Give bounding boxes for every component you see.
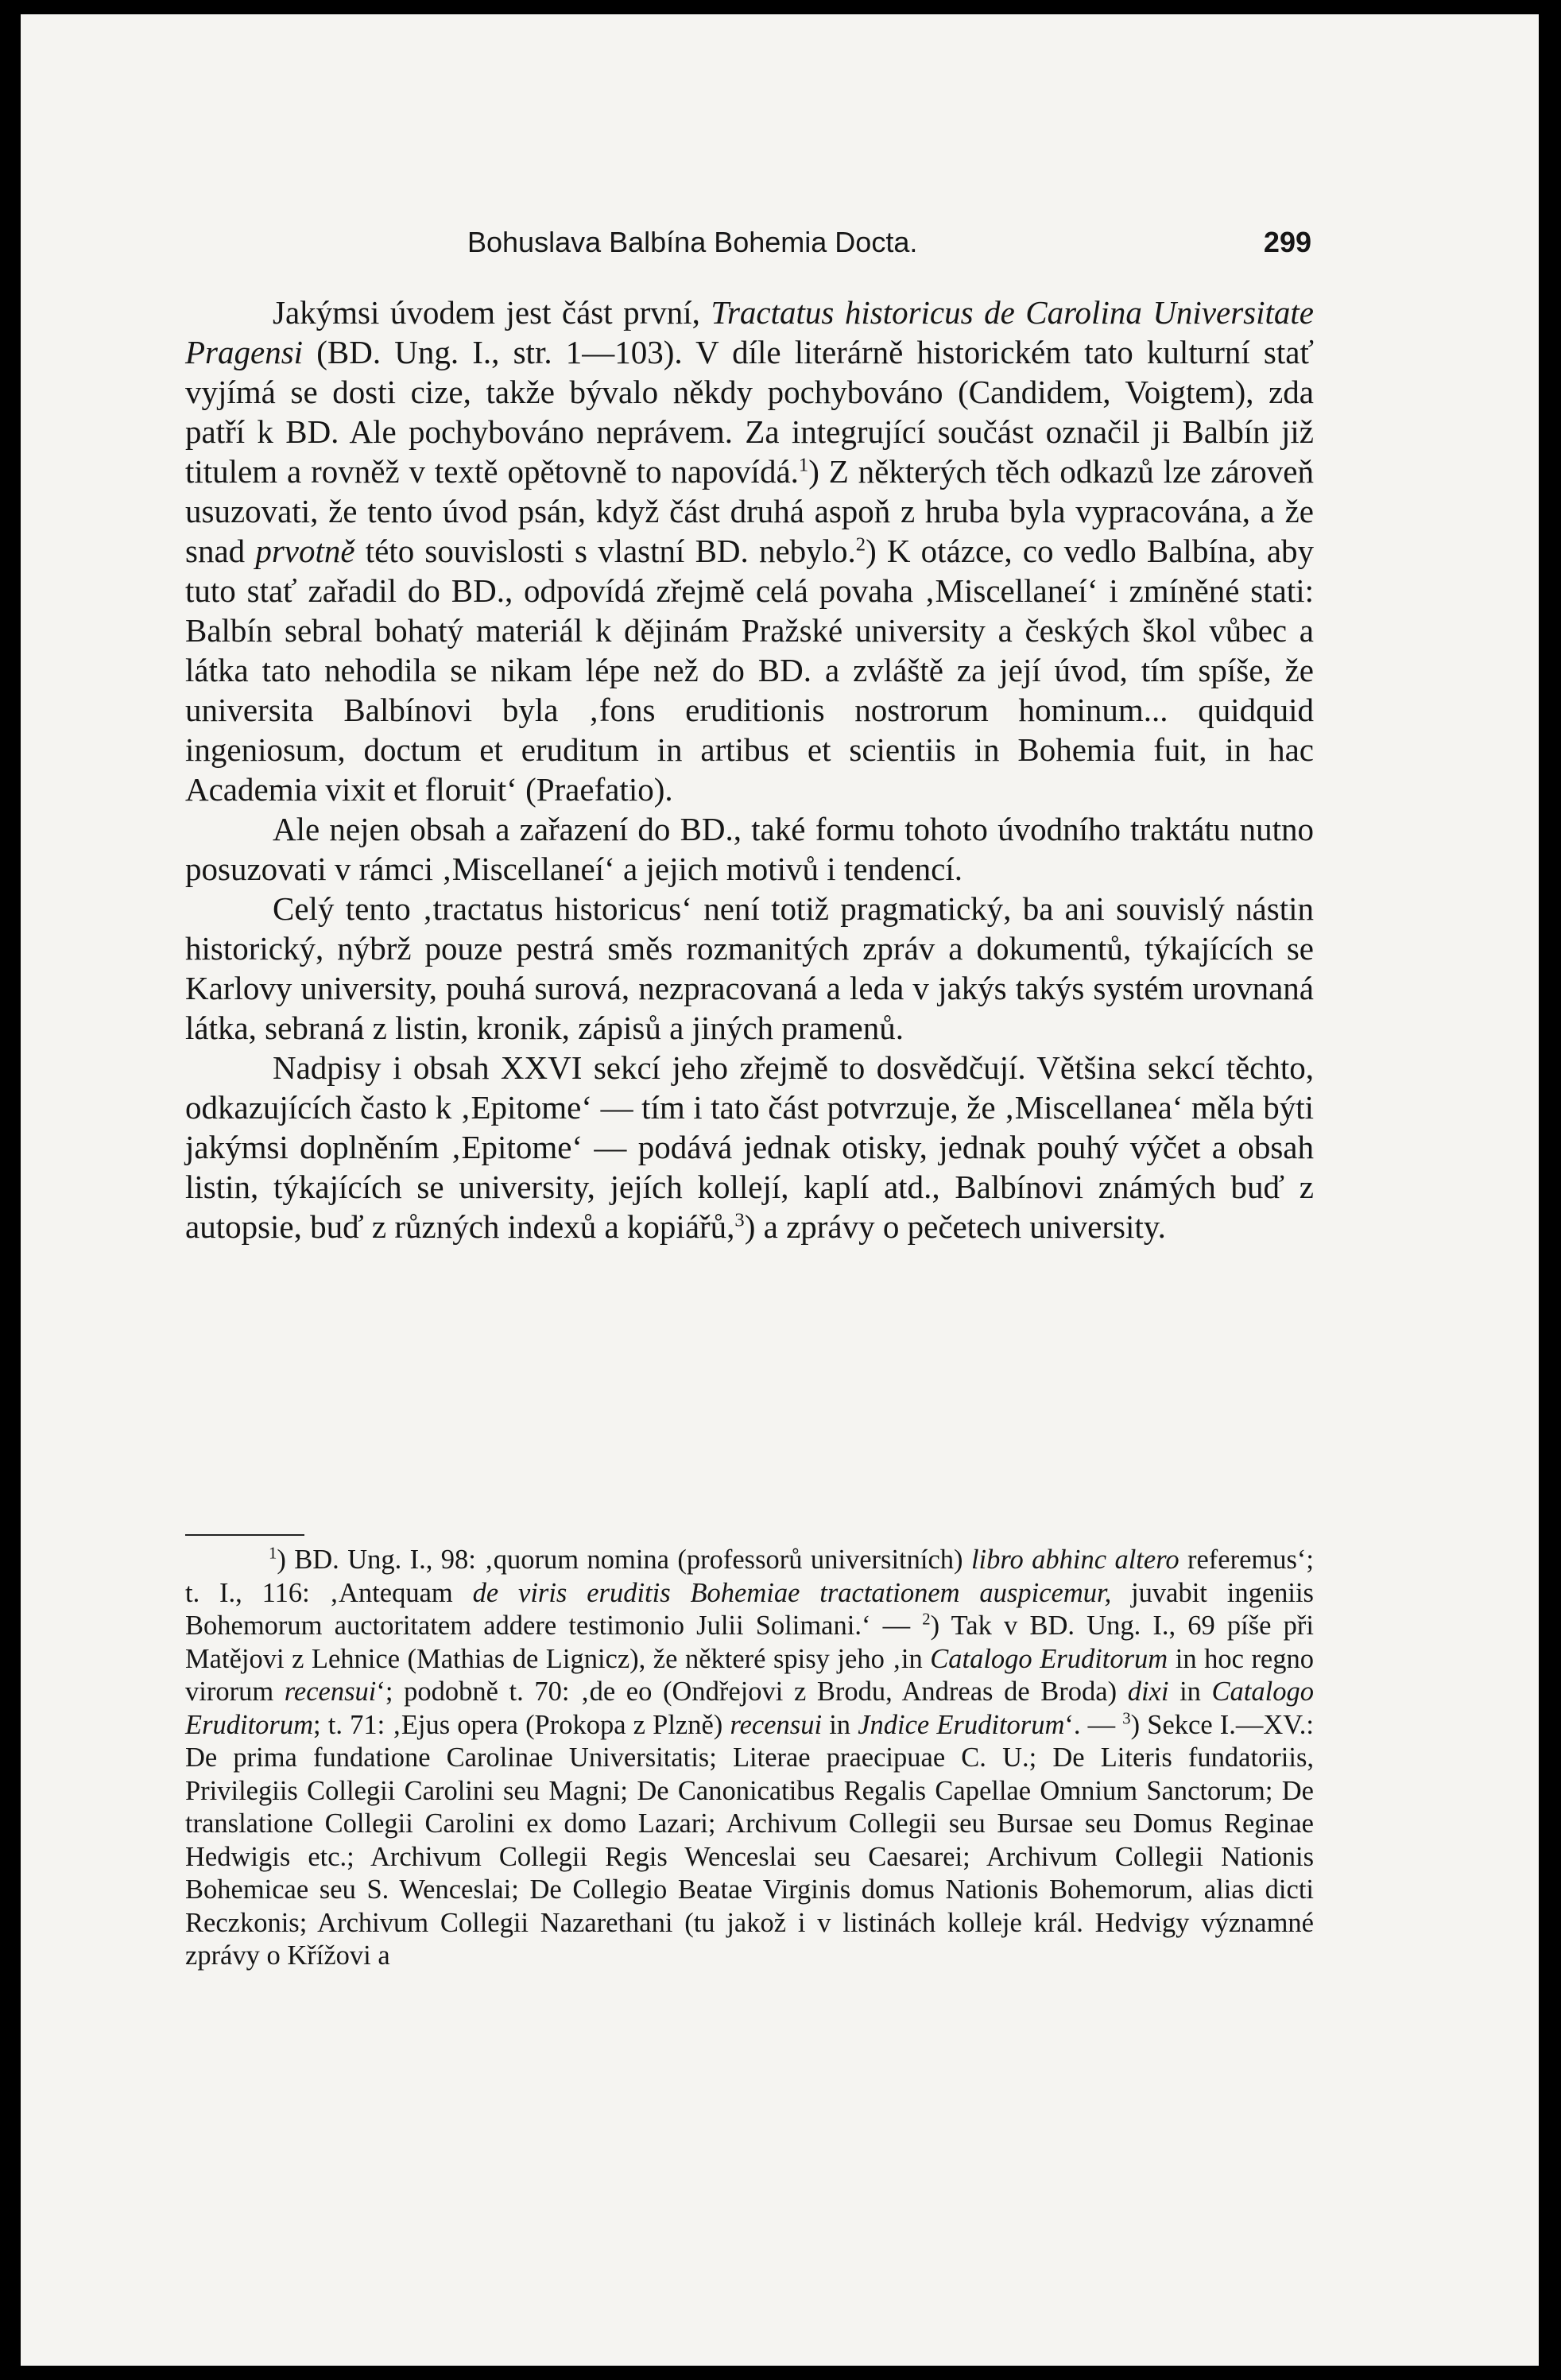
footnote-mark-3: 3 bbox=[1122, 1710, 1131, 1728]
footnote-italic: Catalogo Eruditorum bbox=[930, 1643, 1168, 1674]
paragraph-1-text-d: ) Z některých těch odkazů lze zároveň usuzovati, že tento úvod psán, když část druhá aspoň z hruba byla vypracována, a že snad bbox=[185, 453, 1314, 569]
italic-prvotne: prvotně bbox=[255, 533, 355, 569]
footnote-text: juvabit ingeniis Bohemorum auctoritatem addere testimonio Julii Solimani.‘ — bbox=[185, 1577, 1314, 1641]
footnote-italic: libro abhinc altero bbox=[970, 1545, 1179, 1575]
footnote-italic: Catalogo Eruditorum bbox=[185, 1676, 1314, 1740]
footnote-text: in hoc regno virorum bbox=[185, 1643, 1314, 1707]
footnote-ref-3: 3 bbox=[734, 1209, 745, 1231]
paragraph-4-text-b: ) a zprávy o pečetech university. bbox=[744, 1208, 1166, 1245]
paragraph-4 bbox=[185, 1048, 1314, 1246]
paragraph-3: Celý tento ‚tractatus historicus‘ není totiž pragmatický, ba ani souvislý nástin historický, nýbrž pouze pestrá směs rozmanitých zpráv a dokumentů, týkajících se Karlovy university, pouhá surová, nezpracovaná a leda v jakýs takýs systém urovnaná látka, sebraná z listin, kronik, zápisů a jiných pramenů. bbox=[185, 890, 1314, 1046]
footnote-text: in bbox=[1168, 1676, 1212, 1707]
footnote-italic: Jndice Eruditorum bbox=[858, 1709, 1065, 1740]
footnote-mark-2: 2 bbox=[922, 1611, 931, 1629]
footnote-italic: dixi bbox=[1127, 1676, 1169, 1707]
footnote-text: ‘; podobně t. 70: ‚de eo (Ondřejovi z Brodu, Andreas de Broda) bbox=[376, 1676, 1128, 1707]
footnote-text: referemus‘; t. I., 116: ‚Antequam bbox=[185, 1545, 1314, 1608]
footnote-text: ‘. — bbox=[1064, 1709, 1123, 1740]
paragraph-2: Ale nejen obsah a zařazení do BD., také formu tohoto úvodního traktátu nutno posuzovati v rámci ‚Miscellaneí‘ a jejich motivů i tendencí. bbox=[185, 811, 1314, 887]
footnote-divider bbox=[185, 1534, 304, 1536]
footnote-text: ) BD. Ung. I., 98: ‚quorum nomina (professorů universitních) bbox=[277, 1545, 971, 1575]
footnote-ref-1: 1 bbox=[798, 454, 809, 476]
footnote-text: ; t. 71: ‚Ejus opera (Prokopa z Plzně) bbox=[313, 1709, 730, 1740]
footnote-text: ) Tak v BD. Ung. I., 69 píše při Matějovi z Lehnice (Mathias de Lignicz), že některé spisy jeho ‚in bbox=[185, 1611, 1314, 1674]
page-number: 299 bbox=[1263, 226, 1311, 258]
footnote-block bbox=[185, 1544, 1314, 1973]
paragraph-1 bbox=[185, 293, 1314, 809]
work-title-italic: Tractatus historicus de Carolina Universitate Pragensi bbox=[185, 294, 1315, 370]
paragraph-4-text-a: Nadpisy i obsah XXVI sekcí jeho zřejmě to dosvědčují. Většina sekcí těchto, odkazujících často k ‚Epitome‘ — tím i tato část potvrzuje, že ‚Miscellanea‘ měla býti jakýmsi doplněním ‚Epitome‘ — podává jednak otisky, jednak pouhý výčet a obsah listin, týkajících se university, jejích kollejí, kaplí atd., Balbínovi známých buď z autopsie, buď z různých indexů a kopiářů, bbox=[185, 1049, 1314, 1245]
paragraph-1-text-g: ) K otázce, co vedlo Balbína, aby tuto stať zařadil do BD., odpovídá zřejmě celá povaha ‚Miscellaneí‘ i zmíněné stati: Balbín sebral bohatý materiál k dějinám Pražské university a českých škol vůbec a látka tato nehodila se nikam lépe než do BD. a zvláště za její úvod, tím spíše, že universita Balbínovi byla ‚fons eruditionis nostrorum hominum... quidquid ingeniosum, doctum et eruditum in artibus et scientiis in Bohemia fuit, in hac Academia vixit et floruit‘ (Praefatio). bbox=[185, 533, 1315, 808]
paragraph-1-text-c: (BD. Ung. I., str. 1—103). V díle literárně historickém tato kulturní stať vyjímá se dosti cize, takže bývalo někdy pochybováno (Candidem, Voigtem), zda patří k BD. Ale pochybováno neprávem. Za integrující součást označil ji Balbín již titulem a rovněž v textě opětovně to napovídá. bbox=[185, 334, 1314, 490]
running-header bbox=[467, 218, 1315, 266]
footnotes bbox=[185, 1544, 1314, 1973]
footnote-text: ) Sekce I.—XV.: De prima fundatione Carolinae Universitatis; Literae praecipuae C. U.; De Literis fundatoriis, Privilegiis Collegii Carolini seu Magni; De Canonicatibus Regalis Capellae Omnium Sanctorum; De translatione Collegii Carolini ex domo Lazari; Archivum Collegii seu Bursae seu Domus Reginae Hedwigis etc.; Archivum Collegii Regis Wenceslai seu Caesarei; Archivum Collegii Nationis Bohemicae seu S. Wenceslai; De Collegio Beatae Virginis domus Nationis Bohemorum, alias dicti Reczkonis; Archivum Collegii Nazarethani (tu jakož i v listinách kolleje král. Hedvigy významné zprávy o Křížovi a bbox=[185, 1709, 1314, 1971]
footnote-mark-1: 1 bbox=[269, 1545, 277, 1563]
main-text bbox=[185, 293, 1314, 1246]
footnote-ref-2: 2 bbox=[855, 533, 866, 556]
footnote-italic: de viris eruditis Bohemiae tractationem auspicemur, bbox=[472, 1577, 1112, 1608]
paragraph-1-text-a: Jakýmsi úvodem jest část první, bbox=[273, 294, 711, 331]
running-title: Bohuslava Balbína Bohemia Docta. bbox=[467, 226, 918, 258]
footnote-italic: recensui bbox=[284, 1676, 377, 1707]
paragraph-1-text-f: této souvislosti s vlastní BD. nebylo. bbox=[354, 533, 856, 569]
footnote-italic: recensui bbox=[730, 1709, 823, 1740]
footnote-text: in bbox=[822, 1709, 858, 1740]
